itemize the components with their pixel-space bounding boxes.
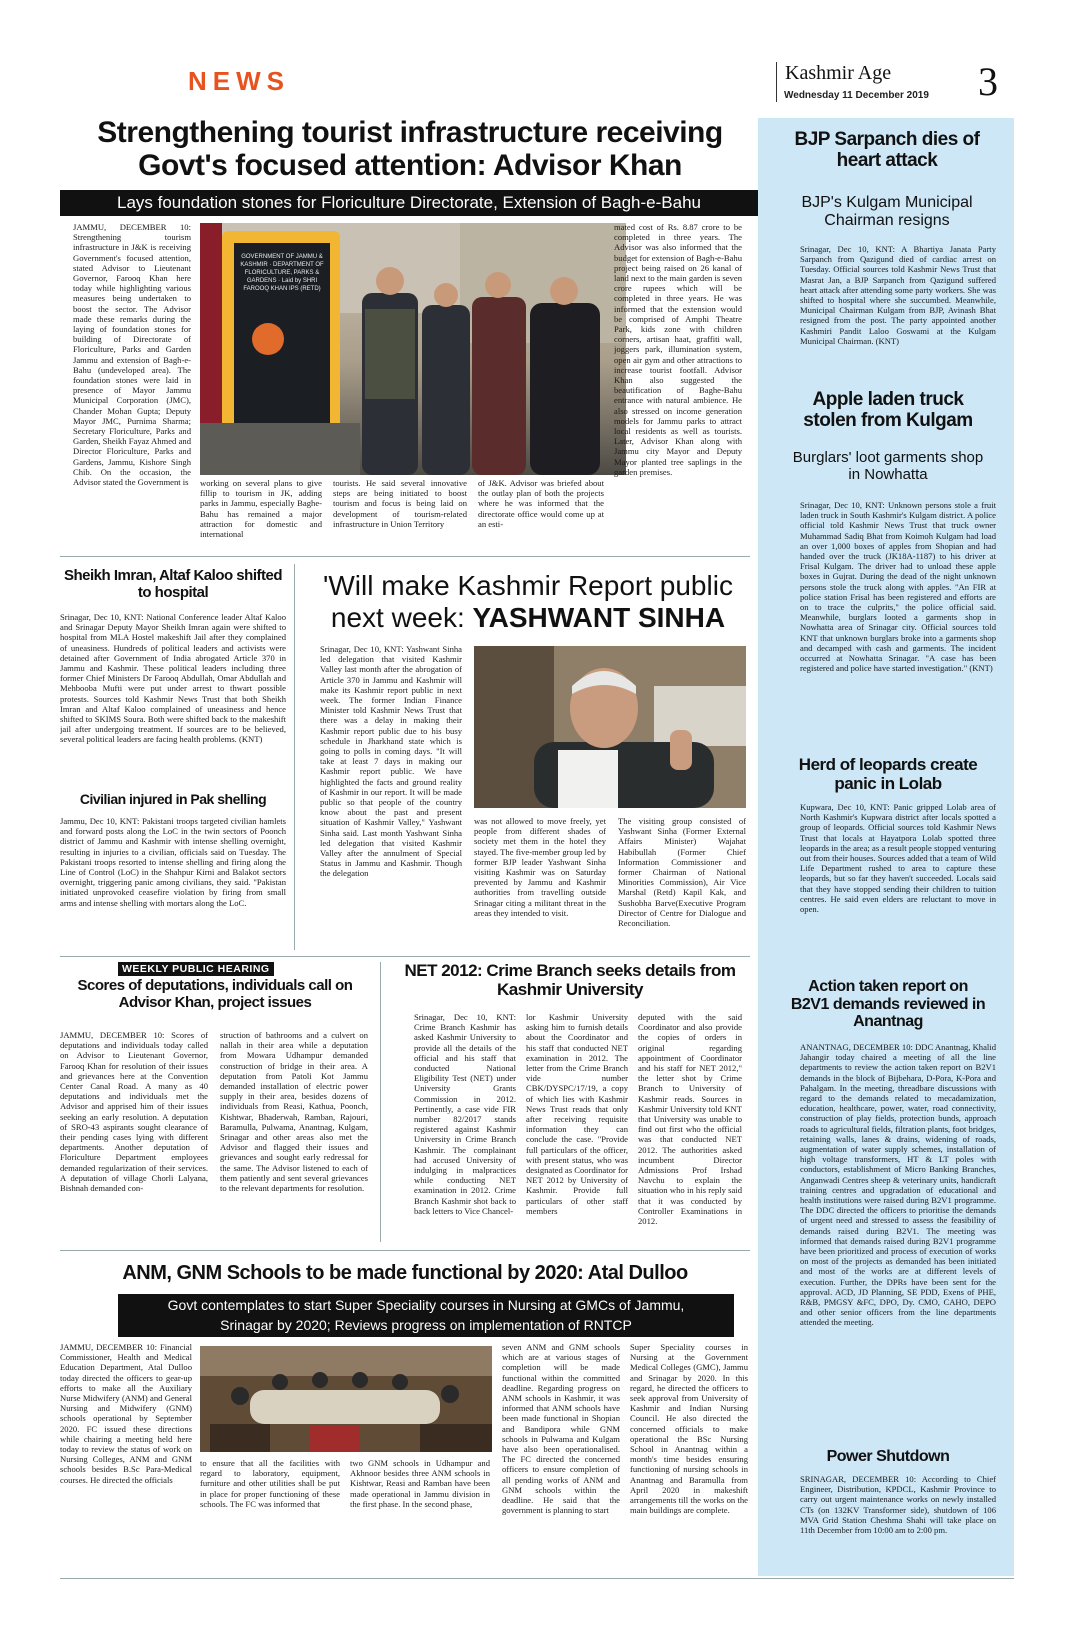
anm-column-5: Super Speciality courses in Nursing at the Government Medical Colleges (GMC), Jammu and Srinagar by 2020. In this regard, he directed the officers to seek approval from University of Kashmir and Indian Nursing Council. He also directed the concerned officials to make operational the BSc Nursing School in Anantnag within a month's time besides ensuring functioning of nursing schools in Anantnag and Baramulla from April 2020 in makeshift arrangements till the works on the main buildings are complete. (630, 1342, 748, 1516)
sinha-headline (312, 570, 744, 634)
civilian-headline: Civilian injured in Pak shelling (79, 791, 267, 807)
shutdown-headline: Power Shutdown (826, 1448, 950, 1465)
hearing-column-1: JAMMU, DECEMBER 10: Scores of deputations and individuals today called on Advisor to Lieutenant Governor, Farooq Khan for resolution of their issues and grievances here at the Convention Center Canal Road. A many as 40 deputations and individuals met the Advisor and apprised him of their issues seeking an early resolution. A deputation of SRO-43 aspirants sought clearance of their pending cases lying with different departments. Another deputation of Floriculture Department employees demanded regularization of their services. A deputation of village Chorli Lalyana, Bishnah demanded con- (60, 1030, 208, 1194)
masthead-divider (776, 62, 777, 102)
hearing-headline: Scores of deputations, individuals call on Advisor Khan, project issues (77, 977, 353, 1011)
atr-body: ANANTNAG, DECEMBER 10: DDC Anantnag, Khalid Jahangir today chaired a meeting of all the line departments to review the action taken report on B2V1 demands in the block of Bijbehara, D-Pora, K-Pora and Pahalgam. In the meeting, threadbare discussions with regard to the demands related to mecadamization, education, healthcare, power, water, road connectivity, construction of play fields, protection bunds, approach roads to agricultural fields, filtration plants, foot bridges, retaining walls, lanes & drains, widening of roads, augmentation of water supply schemes, installation of high voltage transformers, HT & LT poles with conductors, establishment of Micro Banking Branches, Anganwadi Centres sheep & veterinary units, handicraft training centres and upgradation of educational and health institutions were raised during B2V1 programme. The DDC directed the officers to prioritise the demands of urgent need and stressed to assess the feasibility of demands raised during B2V1. The meeting was informed that demands raised during B2V1 programme have been prioritized and process of execution of works on most of the projects as demanded has been initiated and most of the works are at different levels of execution. Further, the DPRs have been sent for the approval. ACD, JD Planning, SE PDD, Exens of PHE, R&B, PMGSY &FC, DPO, Dy. CMO, CAHO, DEPO and other senior officers from the line departments attended the meeting. (800, 1042, 996, 1328)
divider-vertical-mid (294, 564, 295, 950)
paper-name: Kashmir Age (785, 62, 892, 84)
lead-headline: Strengthening tourist infrastructure receiving Govt's focused attention: Advisor Khan (97, 116, 723, 182)
plaque-text: GOVERNMENT OF JAMMU & KASHMIR · DEPARTMENT OF FLORICULTURE, PARKS & GARDENS · Laid by SHRI FAROOQ KHAN IPS (RETD) (240, 254, 324, 292)
bjp-body: Srinagar, Dec 10, KNT: A Bhartiya Janata Party Sarpanch from Qazigund died of cardiac arrest on Tuesday. Official sources told Kashmir News Trust that Masrat Jan, a BJP Sarpanch from Qazigund suffered heart attack after attending some party workers. She was shifted to hospital where she succumbed. Meanwhile, Municipal Chairman Kulgam from BJP, Avinash Bhat resigned from the post. The party appointed another Kashmiri Pandit Laloo Goswami at the Kulgam Municipal Chairman. (KNT) (800, 244, 996, 346)
divider-anm-top (60, 1250, 750, 1251)
lead-column-4: of J&K. Advisor was briefed about the outlay plan of both the projects where he was informed that the directorate office would come up at an esti- (478, 478, 604, 529)
lead-column-3: tourists. He said several innovative steps are being initiated to boost tourism and focus is being laid on development of tourism-related infrastructure in Union Territory (333, 478, 467, 529)
sheikh-body: Srinagar, Dec 10, KNT: National Conference leader Altaf Kaloo and Srinagar Deputy Mayor Sheikh Imran again were shifted to hospital from MLA Hostel makeshift Jail after they complained of uneasiness. Hundreds of political leaders and activists were detained after Government of India abrogated Article 370 in Jammu and Kashmir. These political leaders including three former Chief Ministers Dr Farooq Abdullah, Omar Abdullah and Mehbooba Mufti were put under arrest to thwart possible protests. Sources told Kashmir News Trust that both Sheikh Imran and Altaf Kaloo complained of uneasiness and hence shifted to SKIMS Soura. Both were shifted back to the makeshift jail after undergoing treatment. If sources are to be believed, several political leaders are facing health problems. (KNT) (60, 612, 286, 745)
sheikh-headline: Sheikh Imran, Altaf Kaloo shifted to hospital (64, 567, 282, 601)
page-number: 3 (978, 59, 998, 104)
lead-column-5: mated cost of Rs. 8.87 crore to be completed in three years. The Advisor was also informed that the budget for extension of Bagh-e-Bahu project being raised on 26 kanal of land next to the main garden is seven crore rupees which will be completed in three years. He was informed that the extension would be comprised of Amphi Theatre Park, kids zone with children corners, artisan haat, graffiti wall, joggers park, illumination system, open air gym and other attractions to increase tourist footfall. Advisor Khan also suggested the beautification of Baghe-Bahu entrance with natural ambience. He also stressed on income generation models for Jammu parks to attract local residents as well as tourists. Later, Advisor Khan along with Jammu city Mayor and Deputy Mayor planted tree saplings in the garden premises. (614, 222, 742, 477)
sinha-column-2: was not allowed to move freely, yet people from different shades of society met them in the hotel they stayed. The five-member group led by former BJP leader Yashwant Sinha visiting Kashmir was on Saturday prevented by Jammu and Kashmir authorities from travelling outside Srinagar citing a militant threat in the areas they intended to visit. (474, 816, 606, 918)
anm-column-1: JAMMU, DECEMBER 10: Financial Commissioner, Health and Medical Education Department, Atal Dulloo today directed the officers to gear-up efforts to make all the Auxiliary Nurse Midwifery (ANM) and General Nursing and Midwifery (GNM) schools operational by September 2020. FC issued these directions while chairing a meeting held here today to review the status of work on Nursing Colleges, ANM and GNM schools besides B.Sc Para-Medical courses. He directed the officials (60, 1342, 192, 1485)
leopards-body: Kupwara, Dec 10, KNT: Panic gripped Lolab area of North Kashmir's Kupwara district after locals spotted a group of leopards. Official sources told Kashmir News Trust that locals at Hayatpora Lolab spotted three leopards in the area; as a result people stopped venturing out from their houses. Sources added that a team of Wild Life Department rushed to area to capture these leopards, but so far they haven't succeeded. Locals said that they have stopped sending their children to tuition centres. He said even elders are reluctant to move in open. (800, 802, 996, 915)
net-headline: NET 2012: Crime Branch seeks details from Kashmir University (404, 961, 736, 999)
sinha-headline-quote: 'Will make Kashmir Report public next week: (323, 570, 733, 633)
sinha-photo (474, 646, 746, 808)
lead-photo (200, 223, 626, 475)
bjp-subhead: BJP's Kulgam Municipal Chairman resigns (801, 194, 973, 229)
shutdown-body: SRINAGAR, DECEMBER 10: According to Chief Engineer, Distribution, KPDCL, Kashmir Province to carry out urgent maintenance works on newly installed CTs (on 132KV Transformer side), shutdown of 106 MVA Grid Station Cheshma Shahi will take place on 11th December from 10:00 am to 2:00 pm. (800, 1474, 996, 1536)
net-column-1: Srinagar, Dec 10, KNT: Crime Branch Kashmir has asked Kashmir University to provide all the details of the official and his staff that conducted National Eligibility Test (NET) under University Grants Commission in 2012. Pertinently, a case vide FIR number 82/2017 stands registered against Kashmir University in Crime Branch Kashmir. The complainant had accused University of indulging in malpractices while conducting NET examination in 2012. Crime Branch Kashmir shot back to back letters to Vice Chancel- (414, 1012, 516, 1216)
issue-date: Wednesday 11 December 2019 (784, 90, 929, 101)
leopards-headline: Herd of leopards create panic in Lolab (798, 755, 978, 793)
lead-deck: Lays foundation stones for Floriculture Directorate, Extension of Bagh-e-Bahu (60, 190, 758, 216)
lead-column-1: JAMMU, DECEMBER 10: Strengthening tourism infrastructure in J&K is receiving Government's focused attention, stated Advisor to Lieutenant Governor, Farooq Khan here today while highlighting various measures being undertaken to boost the sector. The Advisor made these remarks during the laying of foundation stones for building of Directorate of Floriculture, Parks and Garden Jammu and extension of Bagh-e-Bahu (undeveloped area). The foundation stones were laid in presence of Mayor Jammu Municipal Corporation (JMC), Chander Mohan Gupta; Deputy Mayor JMC, Purnima Sharma; Secretary Floriculture, Parks and Garden, Sheikh Fayaz Ahmed and Director Floriculture, Parks and Gardens, Jammu, Kishore Singh Chib. On the occasion, the Advisor stated the Government is (73, 222, 191, 488)
hearing-column-2: struction of bathrooms and a culvert on nallah in their area while a deputation from Mowara Udhampur demanded construction of bridge in their area. A deputation from Patoli Kot Jammu demanded installation of electric power supply in their area, besides dozens of individuals from Reasi, Kathua, Poonch, Kishtwar, Bhaderwah, Ramban, Rajouri, Baramulla, Pulwama, Anantnag, Kulgam, Srinagar and other areas also met the Advisor and flagged their issues and grievances and sought early redressal for the same. The Advisor listened to each of them patiently and sent several grievances to the relevant departments for resolution. (220, 1030, 368, 1194)
hearing-kicker: WEEKLY PUBLIC HEARING (118, 962, 274, 976)
anm-deck (118, 1294, 734, 1337)
civilian-body: Jammu, Dec 10, KNT: Pakistani troops targeted civilian hamlets and forward posts along the LoC in the twin sectors of Poonch district of Jammu and Kashmir with intense shelling overnight, resulting in injuries to a civilian, officials said on Tuesday. The Pakistani troops resorted to intense shelling and firing along the Line of Control (LoC) in the Shahpur Kirni and Balakot sectors overnight, triggering panic among civilians, they said. "Pakistan initiated unprovoked ceasefire violation by firing from small arms and intense shelling with mortars along the LoC. (60, 816, 286, 908)
apple-subhead: Burglars' loot garments shop in Nowhatta (792, 449, 984, 483)
atr-headline: Action taken report on B2V1 demands reviewed in Anantnag (790, 978, 986, 1031)
paper-logo (785, 62, 891, 85)
divider-vertical-hearing (380, 962, 381, 1242)
anm-photo-graphic (200, 1346, 492, 1452)
sinha-column-3: The visiting group consisted of Yashwant Sinha (Former External Affairs Minister) Wajahat Habibullah (Former Chief Information Commissioner and former Chairman of National Minorities Commission), Air Vice Marshal (Retd) Kapil Kak, and Sushobha Barve(Executive Program Director of Centre for Dialogue and Reconciliation. (618, 816, 746, 929)
section-label: NEWS (188, 66, 290, 96)
divider-lead-bottom (60, 556, 750, 557)
apple-headline: Apple laden truck stolen from Kulgam (803, 389, 973, 431)
net-column-2: lor Kashmir University asking him to furnish details about the Coordinator and his staff that conducted NET examination in 2012. The letter from the Crime Branch vide number CBK/DYSPC/17/19, a copy of which lies with Kashmir News Trust reads that only after receiving requisite information they can conclude the case. "Provide full particulars of the officer, with present status, who was designated as Coordinator for NET 2012 by University of Kashmir. Provide full particulars of other staff members (526, 1012, 628, 1216)
sinha-headline-name: YASHWANT SINHA (472, 602, 726, 633)
anm-column-4: seven ANM and GNM schools which are at various stages of completion will be made functional within the committed deadline. Regarding progress on ANM schools in Kashmir, it was informed that ANM schools have been made functional in Shopian and Bandipora while GNM schools in Pulwama and Kulgam have also been operationalised. The FC directed the concerned officers to ensure completion of all pending works of ANM and GNM schools within the deadline. He said that the government is planning to start (502, 1342, 620, 1516)
net-column-3: deputed with the said Coordinator and also provide the copies of orders in original regarding appointment of Coordinator and his staff for NET 2012," the letter shot by Crime Branch to University of Kashmir reads. Sources in Kashmir University told KNT that University was unable to find out first who the official was that conducted NET 2012. The authorities asked incumbent Director Admissions Prof Irshad Navchu to explain the situation who in his reply said that it was conducted by Controller Examinations in 2012. (638, 1012, 742, 1227)
apple-body: Srinagar, Dec 10, KNT: Unknown persons stole a fruit laden truck in South Kashmir's Kulgam district. A police official told Kashmir News Trust that truck owner Muhammad Sadiq Bhat from Koimoh Kulgam had load an over 1,000 boxes of apples from Shopian and had handed over the truck (JK18A-1187) to his driver at Frisal Kulgam. The driver had to unload these apple boxes in Gujrat. During the dead of the night unknown persons stole the truck along with apples. "An FIR at police station Frisal has been registered and efforts are on to trace the culprits," the police official said. Meanwhile, burglars looted a garments shop in Nowhatta area of Srinagar city. Official sources told KNT that unknown burglars broke into a garments shop and decamped with cash and garments. The incident occurred at Nowhatta Srinagar. "A case has been registered and police have started investigation." (KNT) (800, 500, 996, 674)
divider-page-bottom (60, 1578, 1014, 1579)
anm-deck-line-1: Govt contemplates to start Super Speciality courses in Nursing at GMCs of Jammu, (167, 1297, 685, 1313)
divider-mid-bottom (60, 956, 750, 957)
anm-column-3: two GNM schools in Udhampur and Akhnoor besides three ANM schools in Kishtwar, Reasi and Ramban have been made operational in Jammu division in the first phase. In the second phase, (350, 1458, 490, 1509)
anm-headline: ANM, GNM Schools to be made functional by 2020: Atal Dulloo (122, 1262, 688, 1284)
anm-photo (200, 1346, 492, 1452)
anm-deck-line-2: Srinagar by 2020; Reviews progress on implementation of RNTCP (220, 1317, 632, 1333)
lead-column-2: working on several plans to give fillip to tourism in JK, adding parks in Jammu, especially Baghe-Bahu has remained a major attraction for domestic and international (200, 478, 322, 540)
sinha-photo-graphic (474, 646, 746, 808)
bjp-headline: BJP Sarpanch dies of heart attack (794, 129, 980, 171)
anm-column-2: to ensure that all the facilities with regard to laboratory, equipment, furniture and other utilities shall be put in place for proper functioning of these schools. The FC was informed that (200, 1458, 340, 1509)
sinha-column-1: Srinagar, Dec 10, KNT: Yashwant Sinha led delegation that visited Kashmir Valley last month after the abrogation of Article 370 in Jammu and Kashmir will make its Kashmir report public in next week. The former Indian Finance Minister told Kashmir News Trust that there was a delay in making their Kashmir report public due to his busy schedule in Jharkhand state which is going to polls in coming days. "It will take at least 7 days in making our Kashmir report public. We have highlighted the facts and ground reality of Kashmir in our report. It will be made public so that people of the country know about the past and present situation of Kashmir Valley," Yashwant Sinha said. Last month Yashwant Sinha led delegation that visited Kashmir Valley after the annulment of Special Status in Jammu and Kashmir. Though the delegation (320, 644, 462, 879)
